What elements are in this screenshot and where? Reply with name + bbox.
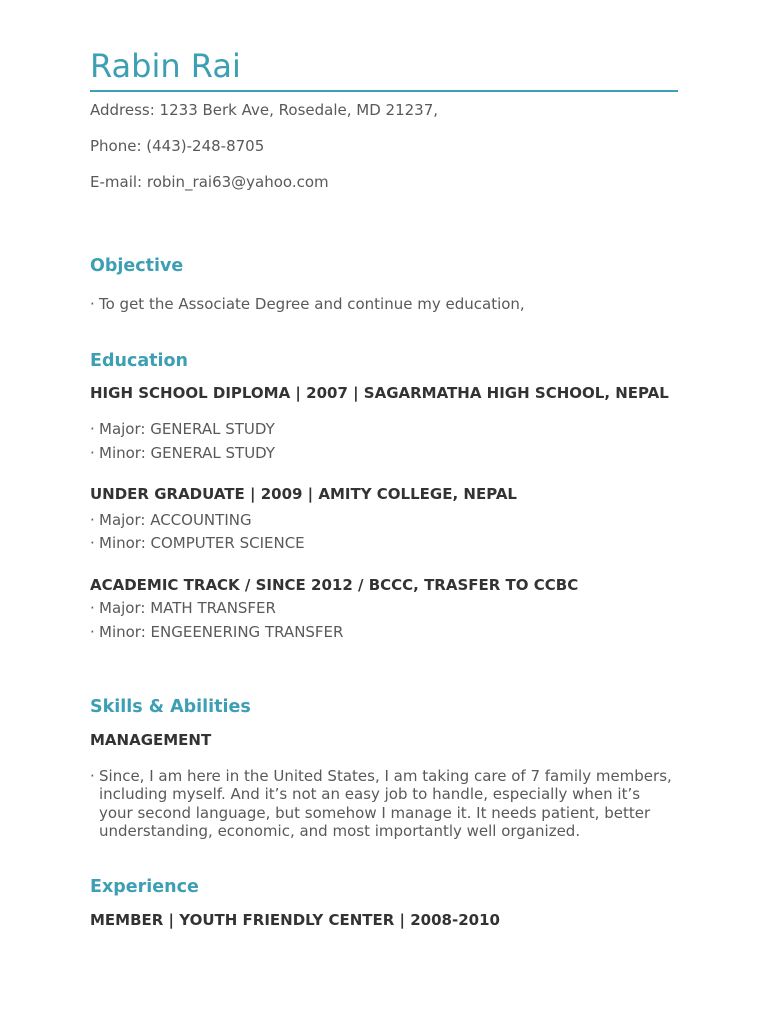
objective-item [90,295,525,313]
education-entry-minor [90,444,275,462]
minor-text: Minor: GENERAL STUDY [99,444,276,462]
bullet-icon: · [90,420,95,438]
skill-description-line: your second language, but somehow I manage it. It needs patient, better [99,803,651,822]
education-heading: Education [90,351,188,371]
bullet-icon: · [90,534,95,552]
skill-description-line: including myself. And it’s not an easy job to handle, especially when it’s [99,785,641,804]
bullet-icon: · [90,511,95,529]
major-text: Major: GENERAL STUDY [99,420,275,438]
bullet-icon: · [90,444,95,462]
objective-item-text: To get the Associate Degree and continue my education, [99,295,525,313]
name-underline [90,90,678,92]
experience-entry-title: MEMBER | YOUTH FRIENDLY CENTER | 2008-2010 [90,911,500,929]
bullet-icon: · [90,599,95,617]
education-entry-major [90,511,252,529]
contact-phone: Phone: (443)-248-8705 [90,137,265,155]
bullet-icon: · [90,295,95,313]
skills-heading: Skills & Abilities [90,697,251,717]
skill-description [90,767,672,840]
major-text: Major: ACCOUNTING [99,511,252,529]
bullet-icon: · [90,767,95,785]
major-text: Major: MATH TRANSFER [99,599,276,617]
skill-description-text: Since, I am here in the United States, I am taking care of 7 family members, [99,767,672,785]
education-entry-title: ACADEMIC TRACK / SINCE 2012 / BCCC, TRASFER TO CCBC [90,576,579,594]
contact-email: E-mail: robin_rai63@yahoo.com [90,173,329,191]
education-entry-major [90,599,276,617]
education-entry-minor [90,534,305,552]
education-entry-title: UNDER GRADUATE | 2009 | AMITY COLLEGE, NEPAL [90,485,517,503]
skill-description-line [90,767,672,785]
experience-heading: Experience [90,877,199,897]
skill-description-line: understanding, economic, and most importantly well organized. [99,821,581,840]
resume-name: Rabin Rai [90,47,241,85]
minor-text: Minor: COMPUTER SCIENCE [99,534,305,552]
education-entry-minor [90,623,343,641]
skill-title: MANAGEMENT [90,731,212,749]
education-entry-major [90,420,275,438]
education-entry-title: HIGH SCHOOL DIPLOMA | 2007 | SAGARMATHA HIGH SCHOOL, NEPAL [90,384,669,402]
bullet-icon: · [90,623,95,641]
minor-text: Minor: ENGEENERING TRANSFER [99,623,344,641]
objective-heading: Objective [90,256,184,276]
contact-address: Address: 1233 Berk Ave, Rosedale, MD 21237, [90,101,439,119]
